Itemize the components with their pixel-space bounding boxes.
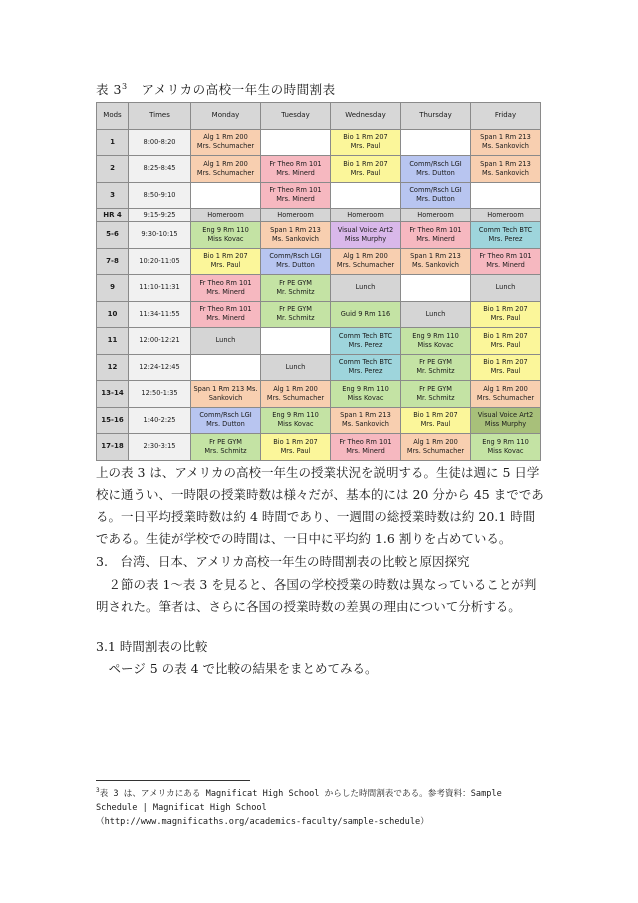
class-line-1: Span 1 Rm 213: [480, 133, 531, 142]
mod-cell: 13-14: [97, 381, 129, 408]
class-cell: [471, 248, 541, 275]
schedule-row: [97, 354, 541, 381]
mod-cell: 7-8: [97, 248, 129, 275]
class-line-2: Mrs. Paul: [490, 367, 521, 376]
time-cell: 2:30-3:15: [129, 434, 191, 461]
schedule-row: [97, 248, 541, 275]
column-header: Thursday: [401, 103, 471, 130]
time-cell: 12:50-1:35: [129, 381, 191, 408]
paragraph-2-line: 明された。筆者は、さらに各国の授業時数の差異の理由について分析する。: [96, 599, 521, 614]
class-cell: [331, 129, 401, 156]
class-cell: [331, 301, 401, 328]
column-header: Wednesday: [331, 103, 401, 130]
class-line-1: Span 1 Rm 213: [270, 225, 321, 234]
class-cell: [331, 222, 401, 249]
schedule-row: [97, 275, 541, 302]
class-line-1: Fr PE GYM: [419, 358, 452, 367]
class-line-1: Comm Tech BTC: [478, 225, 533, 234]
class-line-2: Mrs. Dutton: [276, 261, 315, 270]
class-cell: [331, 381, 401, 408]
time-cell: 8:25-8:45: [129, 156, 191, 183]
class-line-2: Mrs. Dutton: [416, 168, 455, 177]
schedule-row: [97, 434, 541, 461]
class-line-2: Ms. Sankovich: [412, 261, 459, 270]
time-cell: 9:15-9:25: [129, 209, 191, 222]
mod-cell: 15-16: [97, 407, 129, 434]
footnote-line-1: 表 3 は、アメリカにある Magnificat High School からした時間割表である。参考資料：Sample: [99, 788, 502, 799]
class-line-2: Mrs. Schumacher: [196, 142, 255, 151]
class-line-2: Mr. Schmitz: [416, 367, 455, 376]
class-cell: [331, 156, 401, 183]
time-cell: 8:50-9:10: [129, 182, 191, 209]
class-cell: [261, 222, 331, 249]
time-cell: 12:24-12:45: [129, 354, 191, 381]
class-cell: [401, 354, 471, 381]
class-line-1: Lunch: [285, 362, 306, 371]
class-line-2: Mrs. Schmitz: [204, 446, 247, 455]
class-line-1: Homeroom: [207, 210, 244, 219]
time-cell: 10:20-11:05: [129, 248, 191, 275]
mod-cell: 1: [97, 129, 129, 156]
class-line-1: Alg 1 Rm 200: [203, 133, 248, 142]
class-line-1: Fr Theo Rm 101: [479, 252, 532, 261]
class-cell: [401, 248, 471, 275]
class-cell: [471, 328, 541, 355]
mod-cell: 5-6: [97, 222, 129, 249]
class-cell: [331, 209, 401, 222]
class-cell: [401, 182, 471, 209]
schedule-row: [97, 209, 541, 222]
class-cell: [401, 209, 471, 222]
class-cell: [401, 129, 471, 156]
class-cell: [191, 328, 261, 355]
caption-footnote-mark: 3: [121, 81, 128, 91]
class-line-2: Miss Kovac: [347, 393, 384, 402]
class-line-1: Bio 1 Rm 207: [273, 437, 318, 446]
class-line-1: Bio 1 Rm 207: [483, 331, 528, 340]
mod-cell: 12: [97, 354, 129, 381]
class-line-2: Mrs. Minerd: [276, 195, 315, 204]
schedule-row: [97, 156, 541, 183]
schedule-row: [97, 129, 541, 156]
class-line-1: Homeroom: [347, 210, 384, 219]
class-line-1: Visual Voice Art2: [337, 225, 394, 234]
class-line-1: Fr Theo Rm 101: [269, 186, 322, 195]
class-cell: [191, 129, 261, 156]
class-cell: [471, 156, 541, 183]
class-line-2: Miss Murphy: [344, 234, 387, 243]
section-3-heading: 3. 台湾、日本、アメリカ高校一年生の時間割表の比較と原因探究: [96, 554, 470, 569]
class-cell: [401, 275, 471, 302]
mod-cell: HR 4: [97, 209, 129, 222]
schedule-row: [97, 407, 541, 434]
class-line-2: Mrs. Schumacher: [336, 261, 395, 270]
class-cell: [191, 407, 261, 434]
schedule-row: [97, 328, 541, 355]
paragraph-1: [96, 462, 556, 550]
class-line-2: Ms. Sankovich: [272, 234, 319, 243]
paragraph-2: [96, 574, 556, 618]
class-cell: [401, 381, 471, 408]
class-cell: [331, 275, 401, 302]
class-line-1: Alg 1 Rm 200: [203, 159, 248, 168]
class-line-2: Sankovich: [208, 393, 243, 402]
footnote-mark: 3: [96, 787, 100, 794]
class-cell: [471, 182, 541, 209]
schedule-row: [97, 381, 541, 408]
column-header: Mods: [97, 103, 129, 130]
class-cell: [261, 156, 331, 183]
class-cell: [191, 209, 261, 222]
class-line-2: Mr. Schmitz: [276, 287, 315, 296]
class-line-1: Fr PE GYM: [209, 437, 242, 446]
class-line-2: Mrs. Minerd: [276, 168, 315, 177]
class-line-1: Fr Theo Rm 101: [409, 225, 462, 234]
class-line-1: Comm/Rsch LGI: [409, 159, 462, 168]
class-line-1: Comm Tech BTC: [338, 358, 393, 367]
class-line-1: Alg 1 Rm 200: [413, 437, 458, 446]
class-line-1: Comm/Rsch LGI: [409, 186, 462, 195]
class-line-1: Span 1 Rm 213: [480, 159, 531, 168]
class-line-1: Homeroom: [487, 210, 524, 219]
class-cell: [471, 275, 541, 302]
class-cell: [331, 182, 401, 209]
class-line-1: Comm/Rsch LGI: [269, 252, 322, 261]
footnote-line-2: Schedule | Magnificat High School: [96, 802, 267, 813]
paragraph-1-line: 校に通うい、一時限の授業時数は様々だが、基本的には 20 分から 45 までであ: [96, 487, 544, 502]
class-line-1: Alg 1 Rm 200: [483, 384, 528, 393]
class-line-1: Alg 1 Rm 200: [273, 384, 318, 393]
class-cell: [471, 129, 541, 156]
table-caption: [96, 80, 336, 98]
class-cell: [191, 275, 261, 302]
class-line-1: Span 1 Rm 213: [410, 252, 461, 261]
class-line-1: Fr PE GYM: [279, 305, 312, 314]
class-cell: [471, 434, 541, 461]
paragraph-1-line: である。生徒が学校での時間は、一日中に平均約 1.6 割りを占めている。: [96, 531, 512, 546]
class-line-1: Eng 9 Rm 110: [272, 411, 319, 420]
class-line-2: Mrs. Paul: [280, 446, 311, 455]
paragraph-3: ページ 5 の表 4 で比較の結果をまとめてみる。: [96, 661, 378, 676]
mod-cell: 9: [97, 275, 129, 302]
class-cell: [471, 222, 541, 249]
schedule-header-row: [97, 103, 541, 130]
class-line-2: Ms. Sankovich: [342, 420, 389, 429]
class-line-2: Mr. Schmitz: [276, 314, 315, 323]
section-3-1-heading: 3.1 時間割表の比較: [96, 639, 208, 654]
class-line-2: Mrs. Minerd: [206, 314, 245, 323]
class-line-2: Miss Murphy: [484, 420, 527, 429]
class-cell: [261, 381, 331, 408]
class-line-1: Bio 1 Rm 207: [483, 358, 528, 367]
class-cell: [191, 381, 261, 408]
class-cell: [331, 407, 401, 434]
class-line-2: Mrs. Perez: [348, 340, 383, 349]
class-line-1: Lunch: [355, 283, 376, 292]
class-line-1: Bio 1 Rm 207: [203, 252, 248, 261]
class-line-2: Mrs. Schumacher: [196, 168, 255, 177]
column-header: Tuesday: [261, 103, 331, 130]
class-cell: [261, 407, 331, 434]
mod-cell: 17-18: [97, 434, 129, 461]
class-cell: [191, 182, 261, 209]
class-cell: [331, 354, 401, 381]
class-line-2: Mrs. Dutton: [416, 195, 455, 204]
class-line-1: Guid 9 Rm 116: [340, 309, 391, 318]
class-line-1: Span 1 Rm 213: [340, 411, 391, 420]
class-line-2: Mrs. Paul: [210, 261, 241, 270]
paragraph-2-line: ２節の表 1～表 3 を見ると、各国の学校授業の時数は異なっていることが判: [96, 577, 537, 592]
class-line-1: Fr Theo Rm 101: [199, 278, 252, 287]
class-line-1: Lunch: [215, 336, 236, 345]
footnote-line-3: （http://www.magnificaths.org/academics-faculty/sample-schedule）: [96, 816, 429, 827]
class-line-2: Miss Kovac: [417, 340, 454, 349]
class-cell: [261, 182, 331, 209]
time-cell: 1:40-2:25: [129, 407, 191, 434]
class-line-2: Mrs. Schumacher: [476, 393, 535, 402]
time-cell: 11:34-11:55: [129, 301, 191, 328]
column-header: Friday: [471, 103, 541, 130]
class-cell: [261, 301, 331, 328]
class-cell: [401, 434, 471, 461]
class-line-1: Visual Voice Art2: [477, 411, 534, 420]
schedule-table: [96, 102, 541, 461]
class-cell: [191, 434, 261, 461]
class-cell: [191, 248, 261, 275]
class-line-1: Homeroom: [417, 210, 454, 219]
class-line-1: Eng 9 Rm 110: [342, 384, 389, 393]
class-line-1: Lunch: [425, 309, 446, 318]
time-cell: 8:00-8:20: [129, 129, 191, 156]
class-cell: [471, 407, 541, 434]
class-line-1: Eng 9 Rm 110: [202, 225, 249, 234]
paragraph-1-line: る。一日平均授業時数は約 4 時間であり、一週間の総授業時数は約 20.1 時間: [96, 509, 536, 524]
caption-title: アメリカの高校一年生の時間割表: [141, 82, 336, 97]
mod-cell: 10: [97, 301, 129, 328]
class-cell: [261, 434, 331, 461]
class-line-2: Mrs. Dutton: [206, 420, 245, 429]
class-line-2: Mrs. Minerd: [206, 287, 245, 296]
class-cell: [191, 222, 261, 249]
class-line-2: Miss Kovac: [207, 234, 244, 243]
class-line-1: Alg 1 Rm 200: [343, 252, 388, 261]
caption-prefix: 表 3: [96, 82, 122, 97]
time-cell: 11:10-11:31: [129, 275, 191, 302]
column-header: Times: [129, 103, 191, 130]
class-cell: [401, 222, 471, 249]
time-cell: 12:00-12:21: [129, 328, 191, 355]
class-cell: [331, 434, 401, 461]
column-header: Monday: [191, 103, 261, 130]
class-line-1: Bio 1 Rm 207: [483, 305, 528, 314]
schedule-row: [97, 301, 541, 328]
class-line-2: Ms. Sankovich: [482, 142, 529, 151]
class-cell: [471, 301, 541, 328]
mod-cell: 3: [97, 182, 129, 209]
class-line-2: Miss Kovac: [277, 420, 314, 429]
class-line-2: Mrs. Paul: [490, 340, 521, 349]
class-cell: [401, 328, 471, 355]
class-cell: [401, 156, 471, 183]
class-line-2: Miss Kovac: [487, 446, 524, 455]
class-line-2: Mrs. Perez: [348, 367, 383, 376]
class-line-2: Mrs. Minerd: [416, 234, 455, 243]
class-line-1: Lunch: [495, 283, 516, 292]
class-line-2: Mrs. Minerd: [486, 261, 525, 270]
class-cell: [191, 156, 261, 183]
footnote-divider: [96, 780, 250, 781]
class-cell: [471, 381, 541, 408]
class-cell: [261, 328, 331, 355]
class-line-2: Mrs. Paul: [420, 420, 451, 429]
class-line-2: Mrs. Perez: [488, 234, 523, 243]
class-line-2: Ms. Sankovich: [482, 168, 529, 177]
class-cell: [261, 354, 331, 381]
class-line-2: Mrs. Paul: [350, 168, 381, 177]
mod-cell: 11: [97, 328, 129, 355]
time-cell: 9:30-10:15: [129, 222, 191, 249]
class-line-1: Fr Theo Rm 101: [339, 437, 392, 446]
schedule-row: [97, 222, 541, 249]
class-line-1: Bio 1 Rm 207: [343, 133, 388, 142]
class-cell: [191, 301, 261, 328]
class-cell: [401, 407, 471, 434]
class-line-1: Fr PE GYM: [419, 384, 452, 393]
paragraph-1-line: 上の表 3 は、アメリカの高校一年生の授業状況を説明する。生徒は週に 5 日学: [96, 465, 540, 480]
class-line-1: Bio 1 Rm 207: [413, 411, 458, 420]
mod-cell: 2: [97, 156, 129, 183]
class-line-1: Fr Theo Rm 101: [199, 305, 252, 314]
class-line-2: Mrs. Schumacher: [406, 446, 465, 455]
class-cell: [471, 354, 541, 381]
class-line-1: Homeroom: [277, 210, 314, 219]
class-cell: [401, 301, 471, 328]
class-line-1: Span 1 Rm 213 Ms.: [193, 384, 258, 393]
class-line-1: Fr PE GYM: [279, 278, 312, 287]
footnote: [96, 784, 556, 829]
class-line-2: Mr. Schmitz: [416, 393, 455, 402]
class-line-2: Mrs. Schumacher: [266, 393, 325, 402]
schedule-row: [97, 182, 541, 209]
class-line-1: Eng 9 Rm 110: [412, 331, 459, 340]
class-cell: [331, 328, 401, 355]
class-line-1: Comm/Rsch LGI: [199, 411, 252, 420]
class-cell: [261, 129, 331, 156]
class-cell: [261, 275, 331, 302]
class-line-2: Mrs. Minerd: [346, 446, 385, 455]
class-line-2: Mrs. Paul: [350, 142, 381, 151]
class-line-1: Bio 1 Rm 207: [343, 159, 388, 168]
class-cell: [261, 209, 331, 222]
class-line-1: Fr Theo Rm 101: [269, 159, 322, 168]
class-cell: [331, 248, 401, 275]
class-cell: [261, 248, 331, 275]
class-line-2: Mrs. Paul: [490, 314, 521, 323]
class-cell: [471, 209, 541, 222]
class-line-1: Comm Tech BTC: [338, 331, 393, 340]
class-line-1: Eng 9 Rm 110: [482, 437, 529, 446]
class-cell: [191, 354, 261, 381]
